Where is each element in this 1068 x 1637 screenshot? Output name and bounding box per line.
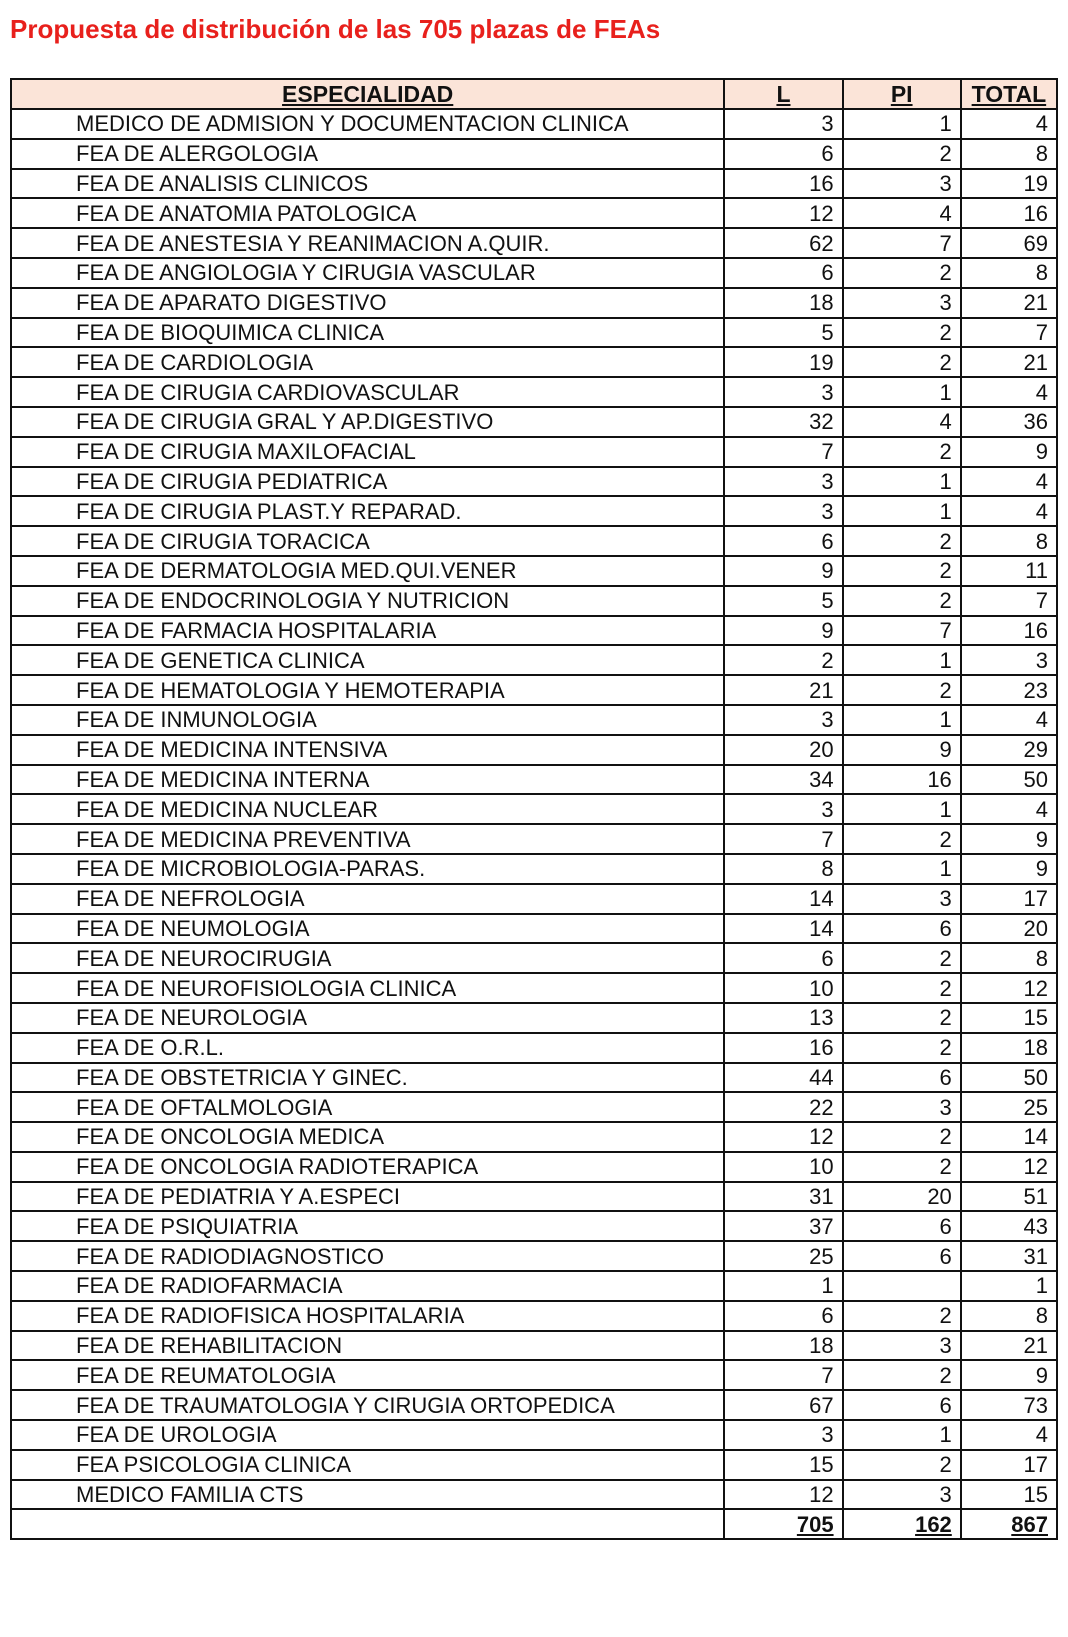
l-cell: 6 <box>724 139 842 169</box>
pi-cell: 2 <box>843 1033 961 1063</box>
especialidad-cell: FEA DE RADIODIAGNOSTICO <box>11 1241 724 1271</box>
l-cell: 19 <box>724 347 842 377</box>
table-header-row <box>11 79 1057 109</box>
total-cell: 16 <box>961 198 1057 228</box>
especialidad-cell: FEA DE MEDICINA PREVENTIVA <box>11 824 724 854</box>
especialidad-cell: FEA DE FARMACIA HOSPITALARIA <box>11 616 724 646</box>
pi-cell: 1 <box>843 377 961 407</box>
total-cell: 23 <box>961 675 1057 705</box>
table-row <box>11 914 1057 944</box>
total-cell: 21 <box>961 288 1057 318</box>
pi-cell: 3 <box>843 1480 961 1510</box>
especialidad-cell: FEA DE HEMATOLOGIA Y HEMOTERAPIA <box>11 675 724 705</box>
table-row <box>11 1241 1057 1271</box>
pi-cell: 1 <box>843 109 961 139</box>
total-cell: 8 <box>961 139 1057 169</box>
table-row <box>11 139 1057 169</box>
pi-cell: 2 <box>843 675 961 705</box>
pi-cell: 3 <box>843 288 961 318</box>
total-cell: 21 <box>961 1331 1057 1361</box>
total-cell: 8 <box>961 526 1057 556</box>
header-pi: PI <box>843 79 961 109</box>
pi-cell: 1 <box>843 854 961 884</box>
especialidad-cell: FEA DE INMUNOLOGIA <box>11 705 724 735</box>
especialidad-cell: FEA DE REUMATOLOGIA <box>11 1360 724 1390</box>
total-cell: 7 <box>961 586 1057 616</box>
total-cell: 17 <box>961 1450 1057 1480</box>
total-cell: 12 <box>961 1152 1057 1182</box>
total-cell: 11 <box>961 556 1057 586</box>
especialidad-cell: FEA DE ALERGOLOGIA <box>11 139 724 169</box>
l-cell: 8 <box>724 854 842 884</box>
l-cell: 15 <box>724 1450 842 1480</box>
especialidad-cell: FEA DE NEUROLOGIA <box>11 1003 724 1033</box>
especialidad-cell: FEA DE ONCOLOGIA RADIOTERAPICA <box>11 1152 724 1182</box>
pi-cell: 2 <box>843 943 961 973</box>
l-cell: 2 <box>724 645 842 675</box>
l-cell: 67 <box>724 1390 842 1420</box>
especialidad-cell: FEA DE GENETICA CLINICA <box>11 645 724 675</box>
pi-cell: 1 <box>843 467 961 497</box>
table-row <box>11 258 1057 288</box>
pi-cell: 2 <box>843 258 961 288</box>
table-row <box>11 1331 1057 1361</box>
total-cell: 1 <box>961 1271 1057 1301</box>
pi-cell: 3 <box>843 169 961 199</box>
table-row <box>11 1301 1057 1331</box>
table-row <box>11 616 1057 646</box>
table-row <box>11 109 1057 139</box>
total-pi: 162 <box>843 1509 961 1539</box>
total-cell: 9 <box>961 854 1057 884</box>
total-cell: 36 <box>961 407 1057 437</box>
table-row <box>11 943 1057 973</box>
table-row <box>11 198 1057 228</box>
totals-label-cell <box>11 1509 724 1539</box>
especialidad-cell: FEA DE MICROBIOLOGIA-PARAS. <box>11 854 724 884</box>
pi-cell: 20 <box>843 1182 961 1212</box>
l-cell: 7 <box>724 824 842 854</box>
total-cell: 16 <box>961 616 1057 646</box>
l-cell: 9 <box>724 556 842 586</box>
especialidad-cell: FEA DE ONCOLOGIA MEDICA <box>11 1122 724 1152</box>
header-l: L <box>724 79 842 109</box>
total-cell: 4 <box>961 467 1057 497</box>
total-cell: 4 <box>961 496 1057 526</box>
especialidad-cell: FEA DE CARDIOLOGIA <box>11 347 724 377</box>
pi-cell: 7 <box>843 228 961 258</box>
total-cell: 4 <box>961 377 1057 407</box>
total-cell: 9 <box>961 1360 1057 1390</box>
table-row <box>11 496 1057 526</box>
especialidad-cell: FEA DE MEDICINA INTENSIVA <box>11 735 724 765</box>
pi-cell <box>843 1271 961 1301</box>
total-cell: 7 <box>961 318 1057 348</box>
table-row <box>11 1390 1057 1420</box>
pi-cell: 2 <box>843 318 961 348</box>
l-cell: 10 <box>724 1152 842 1182</box>
especialidad-cell: FEA DE CIRUGIA MAXILOFACIAL <box>11 437 724 467</box>
table-row <box>11 1182 1057 1212</box>
pi-cell: 3 <box>843 1092 961 1122</box>
table-row <box>11 1063 1057 1093</box>
total-cell: 25 <box>961 1092 1057 1122</box>
table-row <box>11 467 1057 497</box>
pi-cell: 7 <box>843 616 961 646</box>
pi-cell: 1 <box>843 794 961 824</box>
l-cell: 1 <box>724 1271 842 1301</box>
table-row <box>11 347 1057 377</box>
especialidad-cell: FEA DE OFTALMOLOGIA <box>11 1092 724 1122</box>
table-row <box>11 854 1057 884</box>
pi-cell: 6 <box>843 914 961 944</box>
table-row <box>11 1271 1057 1301</box>
total-cell: 19 <box>961 169 1057 199</box>
l-cell: 7 <box>724 1360 842 1390</box>
pi-cell: 9 <box>843 735 961 765</box>
l-cell: 32 <box>724 407 842 437</box>
table-row <box>11 169 1057 199</box>
pi-cell: 2 <box>843 1301 961 1331</box>
total-total: 867 <box>961 1509 1057 1539</box>
distribution-table <box>10 78 1058 1540</box>
table-row <box>11 645 1057 675</box>
page-title: Propuesta de distribución de las 705 plazas de FEAs <box>10 14 661 44</box>
table-row <box>11 735 1057 765</box>
especialidad-cell: FEA DE ANATOMIA PATOLOGICA <box>11 198 724 228</box>
especialidad-cell: FEA DE NEUMOLOGIA <box>11 914 724 944</box>
l-cell: 37 <box>724 1211 842 1241</box>
l-cell: 34 <box>724 765 842 795</box>
especialidad-cell: FEA DE ANALISIS CLINICOS <box>11 169 724 199</box>
total-cell: 73 <box>961 1390 1057 1420</box>
table-row <box>11 824 1057 854</box>
table-row <box>11 1480 1057 1510</box>
total-cell: 8 <box>961 258 1057 288</box>
especialidad-cell: FEA DE PSIQUIATRIA <box>11 1211 724 1241</box>
especialidad-cell: MEDICO FAMILIA CTS <box>11 1480 724 1510</box>
table-row <box>11 765 1057 795</box>
total-cell: 20 <box>961 914 1057 944</box>
l-cell: 3 <box>724 1420 842 1450</box>
especialidad-cell: FEA PSICOLOGIA CLINICA <box>11 1450 724 1480</box>
pi-cell: 1 <box>843 1420 961 1450</box>
total-cell: 9 <box>961 437 1057 467</box>
l-cell: 14 <box>724 884 842 914</box>
table-row <box>11 705 1057 735</box>
total-cell: 29 <box>961 735 1057 765</box>
l-cell: 20 <box>724 735 842 765</box>
pi-cell: 1 <box>843 496 961 526</box>
pi-cell: 3 <box>843 1331 961 1361</box>
l-cell: 14 <box>724 914 842 944</box>
especialidad-cell: FEA DE BIOQUIMICA CLINICA <box>11 318 724 348</box>
especialidad-cell: FEA DE CIRUGIA GRAL Y AP.DIGESTIVO <box>11 407 724 437</box>
table-row <box>11 675 1057 705</box>
l-cell: 12 <box>724 198 842 228</box>
l-cell: 13 <box>724 1003 842 1033</box>
total-cell: 8 <box>961 1301 1057 1331</box>
table-row <box>11 794 1057 824</box>
l-cell: 16 <box>724 1033 842 1063</box>
especialidad-cell: FEA DE RADIOFARMACIA <box>11 1271 724 1301</box>
l-cell: 16 <box>724 169 842 199</box>
especialidad-cell: MEDICO DE ADMISION Y DOCUMENTACION CLINICA <box>11 109 724 139</box>
especialidad-cell: FEA DE MEDICINA NUCLEAR <box>11 794 724 824</box>
total-cell: 14 <box>961 1122 1057 1152</box>
especialidad-cell: FEA DE UROLOGIA <box>11 1420 724 1450</box>
especialidad-cell: FEA DE ENDOCRINOLOGIA Y NUTRICION <box>11 586 724 616</box>
l-cell: 3 <box>724 377 842 407</box>
total-cell: 69 <box>961 228 1057 258</box>
table-row <box>11 1003 1057 1033</box>
especialidad-cell: FEA DE PEDIATRIA Y A.ESPECI <box>11 1182 724 1212</box>
l-cell: 62 <box>724 228 842 258</box>
table-row <box>11 288 1057 318</box>
especialidad-cell: FEA DE DERMATOLOGIA MED.QUI.VENER <box>11 556 724 586</box>
pi-cell: 2 <box>843 139 961 169</box>
pi-cell: 2 <box>843 1122 961 1152</box>
pi-cell: 2 <box>843 1003 961 1033</box>
table-row <box>11 1211 1057 1241</box>
l-cell: 31 <box>724 1182 842 1212</box>
l-cell: 21 <box>724 675 842 705</box>
pi-cell: 2 <box>843 824 961 854</box>
total-cell: 15 <box>961 1003 1057 1033</box>
total-cell: 43 <box>961 1211 1057 1241</box>
especialidad-cell: FEA DE TRAUMATOLOGIA Y CIRUGIA ORTOPEDICA <box>11 1390 724 1420</box>
table-row <box>11 526 1057 556</box>
especialidad-cell: FEA DE NEUROFISIOLOGIA CLINICA <box>11 973 724 1003</box>
l-cell: 9 <box>724 616 842 646</box>
table-row <box>11 1122 1057 1152</box>
l-cell: 7 <box>724 437 842 467</box>
table-row <box>11 1420 1057 1450</box>
especialidad-cell: FEA DE NEUROCIRUGIA <box>11 943 724 973</box>
l-cell: 12 <box>724 1480 842 1510</box>
especialidad-cell: FEA DE O.R.L. <box>11 1033 724 1063</box>
especialidad-cell: FEA DE RADIOFISICA HOSPITALARIA <box>11 1301 724 1331</box>
pi-cell: 1 <box>843 705 961 735</box>
pi-cell: 4 <box>843 198 961 228</box>
table-row <box>11 1092 1057 1122</box>
table-row <box>11 437 1057 467</box>
l-cell: 44 <box>724 1063 842 1093</box>
especialidad-cell: FEA DE MEDICINA INTERNA <box>11 765 724 795</box>
pi-cell: 2 <box>843 1360 961 1390</box>
l-cell: 3 <box>724 794 842 824</box>
especialidad-cell: FEA DE OBSTETRICIA Y GINEC. <box>11 1063 724 1093</box>
totals-row <box>11 1509 1057 1539</box>
especialidad-cell: FEA DE CIRUGIA PLAST.Y REPARAD. <box>11 496 724 526</box>
table-row <box>11 228 1057 258</box>
total-cell: 4 <box>961 1420 1057 1450</box>
total-cell: 4 <box>961 109 1057 139</box>
pi-cell: 4 <box>843 407 961 437</box>
l-cell: 5 <box>724 586 842 616</box>
table-row <box>11 556 1057 586</box>
l-cell: 3 <box>724 467 842 497</box>
especialidad-cell: FEA DE CIRUGIA CARDIOVASCULAR <box>11 377 724 407</box>
l-cell: 3 <box>724 496 842 526</box>
table-row <box>11 1152 1057 1182</box>
total-cell: 21 <box>961 347 1057 377</box>
l-cell: 12 <box>724 1122 842 1152</box>
l-cell: 6 <box>724 943 842 973</box>
l-cell: 3 <box>724 109 842 139</box>
l-cell: 25 <box>724 1241 842 1271</box>
l-cell: 10 <box>724 973 842 1003</box>
total-cell: 4 <box>961 794 1057 824</box>
total-cell: 15 <box>961 1480 1057 1510</box>
header-especialidad: ESPECIALIDAD <box>11 79 724 109</box>
table-row <box>11 884 1057 914</box>
l-cell: 22 <box>724 1092 842 1122</box>
total-cell: 17 <box>961 884 1057 914</box>
l-cell: 3 <box>724 705 842 735</box>
pi-cell: 3 <box>843 884 961 914</box>
table-body <box>11 109 1057 1509</box>
pi-cell: 2 <box>843 973 961 1003</box>
total-cell: 3 <box>961 645 1057 675</box>
l-cell: 6 <box>724 526 842 556</box>
header-total: TOTAL <box>961 79 1057 109</box>
especialidad-cell: FEA DE REHABILITACION <box>11 1331 724 1361</box>
table-row <box>11 1360 1057 1390</box>
pi-cell: 16 <box>843 765 961 795</box>
especialidad-cell: FEA DE ANESTESIA Y REANIMACION A.QUIR. <box>11 228 724 258</box>
pi-cell: 6 <box>843 1241 961 1271</box>
total-cell: 31 <box>961 1241 1057 1271</box>
total-cell: 50 <box>961 1063 1057 1093</box>
total-cell: 51 <box>961 1182 1057 1212</box>
total-l: 705 <box>724 1509 842 1539</box>
pi-cell: 2 <box>843 556 961 586</box>
especialidad-cell: FEA DE APARATO DIGESTIVO <box>11 288 724 318</box>
pi-cell: 2 <box>843 526 961 556</box>
table-row <box>11 318 1057 348</box>
total-cell: 8 <box>961 943 1057 973</box>
especialidad-cell: FEA DE CIRUGIA PEDIATRICA <box>11 467 724 497</box>
total-cell: 12 <box>961 973 1057 1003</box>
pi-cell: 2 <box>843 586 961 616</box>
total-cell: 9 <box>961 824 1057 854</box>
table-row <box>11 973 1057 1003</box>
l-cell: 5 <box>724 318 842 348</box>
pi-cell: 2 <box>843 347 961 377</box>
l-cell: 18 <box>724 288 842 318</box>
table-row <box>11 377 1057 407</box>
pi-cell: 2 <box>843 437 961 467</box>
pi-cell: 6 <box>843 1063 961 1093</box>
pi-cell: 6 <box>843 1390 961 1420</box>
table-row <box>11 1033 1057 1063</box>
table-row <box>11 407 1057 437</box>
table-row <box>11 1450 1057 1480</box>
l-cell: 6 <box>724 258 842 288</box>
especialidad-cell: FEA DE NEFROLOGIA <box>11 884 724 914</box>
total-cell: 50 <box>961 765 1057 795</box>
pi-cell: 6 <box>843 1211 961 1241</box>
table-row <box>11 586 1057 616</box>
l-cell: 18 <box>724 1331 842 1361</box>
pi-cell: 2 <box>843 1450 961 1480</box>
especialidad-cell: FEA DE CIRUGIA TORACICA <box>11 526 724 556</box>
pi-cell: 2 <box>843 1152 961 1182</box>
total-cell: 18 <box>961 1033 1057 1063</box>
total-cell: 4 <box>961 705 1057 735</box>
l-cell: 6 <box>724 1301 842 1331</box>
especialidad-cell: FEA DE ANGIOLOGIA Y CIRUGIA VASCULAR <box>11 258 724 288</box>
pi-cell: 1 <box>843 645 961 675</box>
